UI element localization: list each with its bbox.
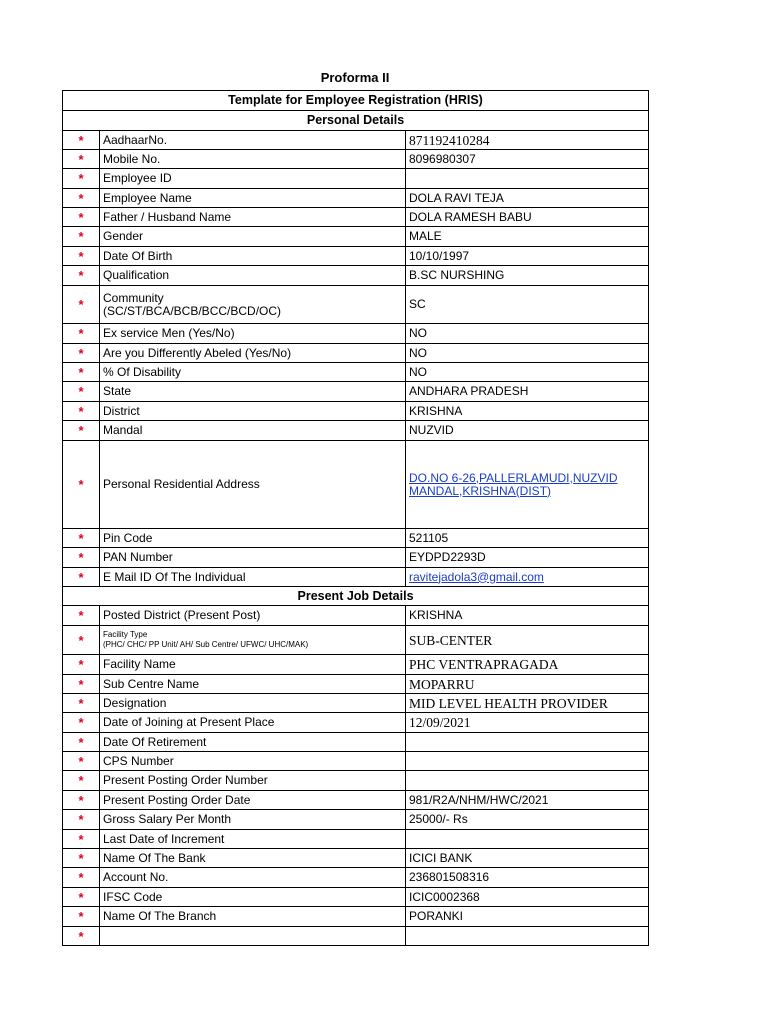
field-label: Date Of Birth [100,247,406,266]
form-row [63,568,649,587]
field-value: PHC VENTRAPRAGADA [406,655,649,675]
page-title: Proforma II [320,70,390,85]
form-row [63,286,649,324]
field-label: District [100,402,406,421]
form-row [63,655,649,675]
required-marker: * [63,266,100,286]
section-row-job [63,587,649,606]
field-value: MOPARRU [406,675,649,694]
field-value: NO [406,344,649,363]
field-value: DOLA RAMESH BABU [406,208,649,227]
field-label-line: Community [103,290,164,305]
section-row-personal [63,111,649,131]
field-label: Designation [100,694,406,713]
required-marker: * [63,441,100,529]
field-label: E Mail ID Of The Individual [100,568,406,587]
form-row [63,606,649,626]
required-marker: * [63,694,100,713]
field-value: NUZVID [406,421,649,441]
field-label: Present Posting Order Date [100,791,406,810]
email-link[interactable]: ravitejadola3@gmail.com [409,569,544,584]
form-row [63,344,649,363]
required-marker: * [63,810,100,830]
form-row [63,548,649,568]
required-marker: * [63,421,100,441]
required-marker: * [63,208,100,227]
field-label: Ex service Men (Yes/No) [100,324,406,344]
field-value: EYDPD2293D [406,548,649,568]
required-marker: * [63,169,100,189]
required-marker: * [63,907,100,927]
form-row [63,529,649,548]
form-row [63,733,649,752]
template-heading-row [63,91,649,111]
field-value [406,830,649,849]
form-row [63,382,649,402]
field-label: PAN Number [100,548,406,568]
form-row [63,189,649,208]
field-label: Account No. [100,868,406,888]
field-value: 521105 [406,529,649,548]
field-value: 871192410284 [406,131,649,150]
email-value[interactable] [406,568,649,587]
form-row [63,150,649,169]
required-marker: * [63,830,100,849]
field-value: SUB-CENTER [406,626,649,655]
field-label: Qualification [100,266,406,286]
field-value: 25000/- Rs [406,810,649,830]
form-row [63,169,649,189]
form-row [63,752,649,771]
field-value [406,771,649,791]
required-marker: * [63,752,100,771]
field-value: KRISHNA [406,606,649,626]
required-marker: * [63,189,100,208]
field-label: Last Date of Increment [100,830,406,849]
field-label-line: Facility Type [103,630,148,639]
required-marker: * [63,568,100,587]
field-label: State [100,382,406,402]
field-label: Mandal [100,421,406,441]
field-label: AadhaarNo. [100,131,406,150]
field-value: NO [406,363,649,382]
required-marker: * [63,227,100,247]
required-marker: * [63,771,100,791]
field-value: ANDHARA PRADESH [406,382,649,402]
field-label-line: (PHC/ CHC/ PP Unit/ AH/ Sub Centre/ UFWC/ UHC/MAK) [103,640,309,649]
required-marker: * [63,675,100,694]
form-row [63,402,649,421]
form-row [63,849,649,868]
form-row [63,363,649,382]
field-value [406,752,649,771]
field-label: Father / Husband Name [100,208,406,227]
form-row [63,791,649,810]
form-row [63,907,649,927]
section-heading-personal-details: Personal Details [63,111,649,131]
field-value: 10/10/1997 [406,247,649,266]
field-value: 12/09/2021 [406,713,649,733]
field-label: Are you Differently Abeled (Yes/No) [100,344,406,363]
field-value: DOLA RAVI TEJA [406,189,649,208]
form-row [63,927,649,946]
field-label: % Of Disability [100,363,406,382]
field-label: Facility Name [100,655,406,675]
form-row [63,694,649,713]
field-label: Personal Residential Address [100,441,406,529]
address-value[interactable] [406,441,649,529]
field-value: 8096980307 [406,150,649,169]
field-label: Sub Centre Name [100,675,406,694]
form-row [63,131,649,150]
field-label: Name Of The Bank [100,849,406,868]
required-marker: * [63,606,100,626]
field-label: Employee ID [100,169,406,189]
field-label-line: (SC/ST/BCA/BCB/BCC/BCD/OC) [103,303,282,318]
form-row [63,713,649,733]
field-label: Gross Salary Per Month [100,810,406,830]
required-marker: * [63,791,100,810]
field-label: Mobile No. [100,150,406,169]
form-row [63,441,649,529]
field-value: MALE [406,227,649,247]
form-row [63,830,649,849]
template-heading: Template for Employee Registration (HRIS) [63,91,649,111]
form-row [63,771,649,791]
address-link[interactable]: DO.NO 6-26,PALLERLAMUDI,NUZVID MANDAL,KRISHNA(DIST) [409,470,618,498]
field-label: Pin Code [100,529,406,548]
field-value: B.SC NURSHING [406,266,649,286]
field-label: CPS Number [100,752,406,771]
field-value [406,169,649,189]
required-marker: * [63,131,100,150]
field-value: KRISHNA [406,402,649,421]
form-row [63,266,649,286]
required-marker: * [63,363,100,382]
field-value: PORANKI [406,907,649,927]
field-value: MID LEVEL HEALTH PROVIDER [406,694,649,713]
form-row [63,888,649,907]
form-row [63,675,649,694]
required-marker: * [63,927,100,946]
required-marker: * [63,548,100,568]
field-value: ICIC0002368 [406,888,649,907]
field-value: NO [406,324,649,344]
field-value: 981/R2A/NHM/HWC/2021 [406,791,649,810]
field-label: Name Of The Branch [100,907,406,927]
required-marker: * [63,626,100,655]
field-label: Date of Joining at Present Place [100,713,406,733]
employee-registration-form [62,90,649,946]
form-row [63,227,649,247]
field-label: Employee Name [100,189,406,208]
field-value [406,927,649,946]
required-marker: * [63,655,100,675]
field-label [100,927,406,946]
field-value: SC [406,286,649,324]
required-marker: * [63,849,100,868]
form-row [63,421,649,441]
field-label: Date Of Retirement [100,733,406,752]
form-row [63,247,649,266]
required-marker: * [63,324,100,344]
form-row [63,868,649,888]
required-marker: * [63,888,100,907]
section-heading-present-job-details: Present Job Details [63,587,649,606]
form-row [63,208,649,227]
form-row [63,324,649,344]
field-value: ICICI BANK [406,849,649,868]
required-marker: * [63,344,100,363]
field-label: Gender [100,227,406,247]
required-marker: * [63,713,100,733]
required-marker: * [63,382,100,402]
required-marker: * [63,150,100,169]
field-label: Posted District (Present Post) [100,606,406,626]
field-value [406,733,649,752]
required-marker: * [63,868,100,888]
required-marker: * [63,286,100,324]
required-marker: * [63,402,100,421]
required-marker: * [63,247,100,266]
field-label: IFSC Code [100,888,406,907]
required-marker: * [63,529,100,548]
field-label-facility-type [100,626,406,655]
field-label: Present Posting Order Number [100,771,406,791]
field-label-community [100,286,406,324]
form-row [63,810,649,830]
field-value: 236801508316 [406,868,649,888]
form-row [63,626,649,655]
required-marker: * [63,733,100,752]
